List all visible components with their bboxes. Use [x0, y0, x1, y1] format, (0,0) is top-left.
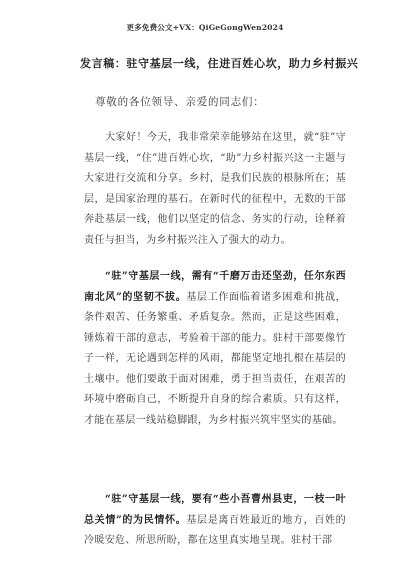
paragraph	[84, 267, 346, 431]
paragraph-lead: “驻”守基层一线，需有“千磨万击还坚劲，任尔东西南北风”的坚韧不拔。	[84, 271, 346, 303]
paragraph-lead: “驻”守基层一线，要有“些小吾曹州县吏，一枝一叶总关情”的为民情怀。	[84, 494, 346, 526]
paragraph-body: 基层工作面临着诸多困难和挑战，条件艰苦、任务繁重、矛盾复杂。然而，正是这些困难，锤炼着干部的意志，考验着干部的能力。驻村干部要像竹子一样，无论遇到怎样的风雨，都能坚定地扎根在基层的土壤中。他们要敢于面对困难，勇于担当责任，在艰苦的环境中磨砺自己，不断提升自身的综合素质。只有这样，才能在基层一线站稳脚跟，为乡村振兴筑牢坚实的基础。	[84, 291, 346, 426]
document-title: 发言稿：驻守基层一线，住进百姓心坎，助力乡村振兴	[80, 57, 359, 70]
paragraph	[84, 490, 346, 552]
paragraph-body: 基层是离百姓最近的地方，百姓的冷暖安危、所思所盼，都在这里真实地呈现。驻村干部	[84, 514, 346, 546]
paragraph-body: 大家好！今天，我非常荣幸能够站在这里，就“驻”守基层一线，“住”进百姓心坎，“助”力乡村振兴这一主题与大家进行交流和分享。乡村，是我们民族的根脉所在；基层，是国家治理的基石。在新时代的征程中，无数的干部奔赴基层一线，他们以坚定的信念、务实的行动，诠释着责任与担当，为乡村振兴注入了强大的动力。	[84, 132, 346, 246]
header-note: 更多免费公文+VX：QiGeGongWen2024	[126, 23, 284, 32]
paragraph	[84, 128, 346, 251]
greeting: 尊敬的各位领导、亲爱的同志们：	[95, 96, 265, 108]
